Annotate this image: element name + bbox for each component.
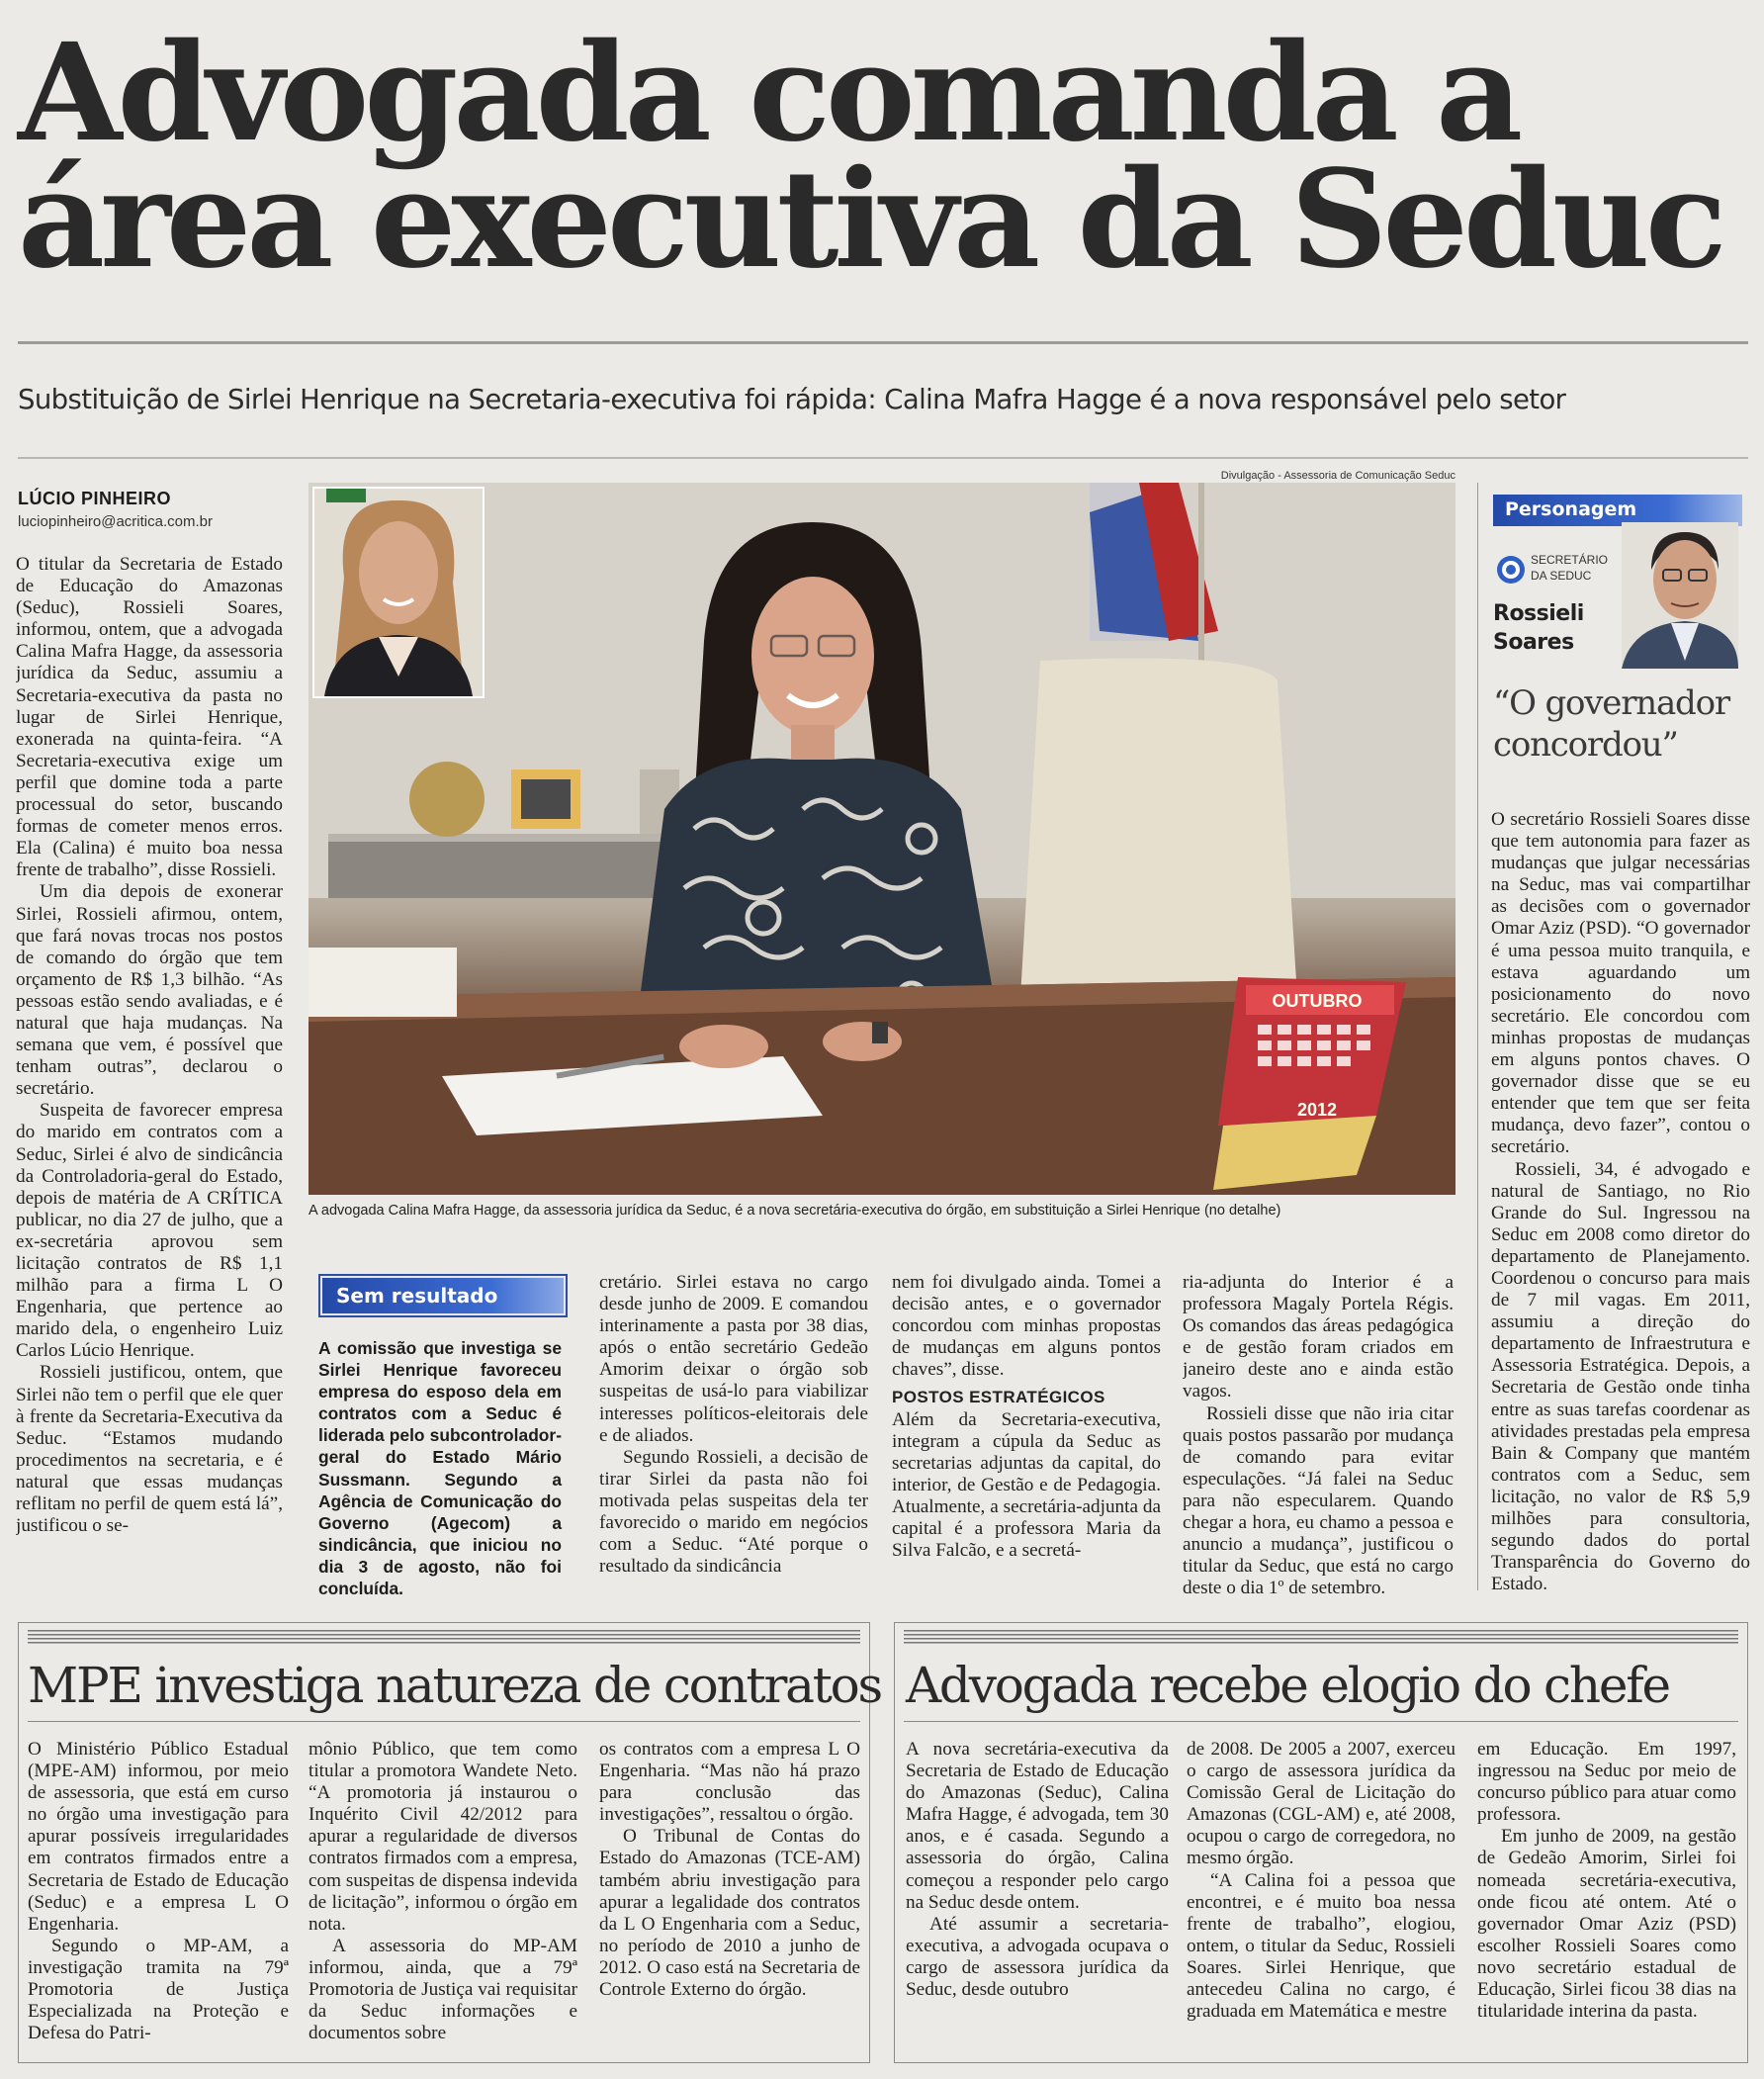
mpe-column-3 <box>599 1739 860 2057</box>
sidebar-quote: “O governador concordou” <box>1493 683 1729 765</box>
article-column-4 <box>892 1272 1161 1598</box>
sidebar-paragraph: Rossieli, 34, é advogado e natural de Santiago, no Rio Grande do Sul. Ingressou na Seduc em 2008 como diretor do departamento de Planejamento. Coordenou o concurso para mais de 7 mil vagas. Em 2011, assumiu a direção do departamento de Infraestrutura e Assessoria Estratégica. Depois, a Secretaria de Gestão onde tinha entre as suas tarefas coordenar as atividades prestadas pela empresa Bain & Company que mantém contratos com a Seduc, sem licitação, no valor de R$ 5,9 milhões para consultoria, segundo dados do portal Transparência do Governo do Estado. <box>1491 1158 1750 1595</box>
article-paragraph: Um dia depois de exonerar Sirlei, Rossieli afirmou, ontem, que fará novas trocas nos postos de comando do órgão que tem orçamento de R$ 1,3 bilhão. “As pessoas estão sendo avaliadas, e é natural que haja mudanças. Na semana que vem, é possível que tenham outras”, declarou o secretário. <box>16 881 283 1100</box>
mpe-column-1 <box>28 1739 289 2057</box>
article-paragraph: em Educação. Em 1997, ingressou na Seduc por meio de concurso público para atuar como professora. <box>1477 1739 1736 1826</box>
article-column-1 <box>16 554 283 1606</box>
article-column-3 <box>599 1272 868 1598</box>
target-icon <box>1495 554 1527 586</box>
secretario-label <box>1531 552 1608 584</box>
elogio-column-1 <box>906 1739 1169 2057</box>
article-paragraph: Rossieli justificou, ontem, que Sirlei não tem o perfil que ele quer à frente da Secretaria-Executiva da Seduc. “Estamos mudando procedimentos na secretaria, e é natural que essas mudanças reflitam no perfil de quem está lá”, justificou o se- <box>16 1362 283 1537</box>
calendar-year: 2012 <box>1296 1100 1338 1120</box>
postos-estrategicos-heading: POSTOS ESTRATÉGICOS <box>892 1388 1105 1407</box>
byline-email[interactable]: luciopinheiro@acritica.com.br <box>18 513 213 530</box>
rossieli-portrait-illustration <box>1622 522 1738 669</box>
personagem-tag: Personagem <box>1493 495 1742 526</box>
article-paragraph: Em junho de 2009, na gestão de Gedeão Amorim, Sirlei foi nomeada secretária-executiva, onde ficou até ontem. Até o governador Omar Aziz (PSD) escolher Rossieli Soares como novo secretário estadual de Educação, Sirlei ficou 38 dias na titularidade interina da pasta. <box>1477 1826 1736 2023</box>
photo-caption: A advogada Calina Mafra Hagge, da assessoria jurídica da Seduc, é a nova secretária-executiva do órgão, em substituição a Sirlei Henrique (no detalhe) <box>309 1203 1281 1219</box>
article-paragraph: Rossieli disse que não iria citar quais postos passarão por mudança de comando para evitar especulações. “Já falei na Seduc para não especularem. Quando chegar a hora, eu chamo a pessoa e anuncio a mudança”, justificou o titular da Seduc, que está no cargo deste o dia 1º de setembro. <box>1183 1402 1454 1598</box>
article-paragraph: O titular da Secretaria de Estado de Educação do Amazonas (Seduc), Rossieli Soares, informou, ontem, que a advogada Calina Mafra Hagge, da assessoria jurídica da Seduc, assumiu a Secretaria-executiva da pasta no lugar de Sirlei Henrique, exonerada na quinta-feira. “A Secretaria-executiva exige um perfil que domine toda a parte processual do setor, buscando formas de cometer menos erros. Ela (Calina) é muito boa nessa frente de trabalho”, disse Rossieli. <box>16 554 283 881</box>
subheadline: Substituição de Sirlei Henrique na Secretaria-executiva foi rápida: Calina Mafra Hagge é a nova responsável pelo setor <box>18 384 1566 415</box>
mpe-article-title: MPE investiga natureza de contratos <box>28 1657 882 1714</box>
article-paragraph: os contratos com a empresa L O Engenharia. “Mas não há prazo para conclusão das investigações”, ressaltou o órgão. <box>599 1739 860 1826</box>
article-paragraph: “A Calina foi a pessoa que encontrei, e é muito boa nessa frente de trabalho”, elogiou, ontem, o titular da Seduc, Rossieli Soares. Sirlei Henrique, que antecedeu Calina no cargo, é graduada em Matemática e mestre <box>1187 1869 1455 2023</box>
elogio-column-2 <box>1187 1739 1455 2057</box>
article-paragraph: ria-adjunta do Interior é a professora Magaly Portela Régis. Os comandos das áreas pedagógica e de gestão foram criados em janeiro deste ano e ainda estão vagos. <box>1183 1272 1454 1402</box>
secretario-label-line-1: SECRETÁRIO <box>1531 553 1609 567</box>
article-paragraph: Suspeita de favorecer empresa do marido em contratos com a Seduc, Sirlei é alvo de sindicância da Controladoria-geral do Estado, depois de matéria de A CRÍTICA publicar, no dia 27 de julho, que a ex-secretária aprovou sem licitação contratos de R$ 1,1 milhão para a firma L O Engenharia, que pertence ao marido dela, o engenheiro Luiz Carlos Lúcio Henrique. <box>16 1100 283 1362</box>
calendar-month: OUTUBRO <box>1272 991 1363 1011</box>
elogio-column-3 <box>1477 1739 1736 2057</box>
article-paragraph: Segundo o MP-AM, a investigação tramita na 79ª Promotoria de Justiça Especializada na Proteção e Defesa do Patri- <box>28 1935 289 2044</box>
inset-photo-sirlei <box>312 487 485 698</box>
sem-resultado-tag: Sem resultado <box>322 1278 564 1313</box>
byline-author: LÚCIO PINHEIRO <box>18 489 172 508</box>
elogio-article-rule <box>904 1721 1738 1722</box>
sem-resultado-text: A comissão que investiga se Sirlei Henrique favoreceu empresa do esposo dela em contratos com a Seduc é liderada pelo subcontrolador-geral do Estado Mário Sussmann. Segundo a Agência de Comunicação do Governo (Agecom) a sindicância, que iniciou no dia 3 de agosto, não foi concluída. <box>318 1338 562 1599</box>
article-paragraph: O Ministério Público Estadual (MPE-AM) informou, por meio de assessoria, que está em curso no órgão uma investigação para apurar possíveis irregularidades em contratos firmados entre a Secretaria de Estado de Educação (Seduc) e a empresa L O Engenharia. <box>28 1739 289 1935</box>
article-paragraph: Até assumir a secretaria-executiva, a advogada ocupava o cargo de assessora jurídica da Seduc, desde outubro <box>906 1913 1169 2001</box>
headline <box>18 14 1748 299</box>
article-paragraph: de 2008. De 2005 a 2007, exerceu o cargo de assessora jurídica da Comissão Geral de Licitação do Amazonas (CGL-AM) e, até 2008, ocupou o cargo de corregedora, no mesmo órgão. <box>1187 1739 1455 1869</box>
headline-rule <box>18 341 1748 344</box>
rossieli-portrait <box>1622 522 1738 669</box>
inset-portrait-illustration <box>314 489 483 696</box>
elogio-article-title: Advogada recebe elogio do chefe <box>906 1657 1669 1714</box>
sidebar-paragraph: O secretário Rossieli Soares disse que tem autonomia para fazer as mudanças que julgar necessárias na Seduc, mas vai compartilhar as decisões com o governador Omar Aziz (PSD). “O governador é uma pessoa muito tranquila, e estava aguardando um posicionamento do novo secretário. Ele concordou com minhas propostas de mudanças em alguns pontos chaves. O governador disse que se eu entender que tem que ser feita mudança, devo fazer”, contou o secretário. <box>1491 809 1750 1158</box>
mpe-article-hatch <box>28 1630 860 1646</box>
article-paragraph: cretário. Sirlei estava no cargo desde junho de 2009. E comandou interinamente a pasta por 38 dias, após o então secretário Gedeão Amorim deixar o órgão sob suspeitas de usá-lo para viabilizar interesses políticos-eleitorais dele e de aliados. <box>599 1272 868 1446</box>
article-paragraph: nem foi divulgado ainda. Tomei a decisão antes, e o governador concordou com minhas propostas de mudanças em alguns pontos chaves”, disse. <box>892 1272 1161 1381</box>
personagem-first-name: Rossieli <box>1493 601 1584 626</box>
article-paragraph: mônio Público, que tem como titular a promotora Wandete Neto. “A promotoria já instaurou o Inquérito Civil 42/2012 para apurar a regularidade de diversos contratos firmados com a empresa, com suspeitas de dispensa indevida de licitação”, informou o órgão em nota. <box>309 1739 577 1935</box>
headline-line-1: Advogada comanda a <box>18 14 1519 172</box>
headline-line-2: área executiva da Seduc <box>18 140 1722 299</box>
article-paragraph: O Tribunal de Contas do Estado do Amazonas (TCE-AM) também abriu investigação para apurar a legalidade dos contratos da L O Engenharia com a Seduc, no período de 2010 a junho de 2012. O caso está na Secretaria de Controle Externo do órgão. <box>599 1826 860 2001</box>
secretario-label-line-2: DA SEDUC <box>1531 569 1592 583</box>
sidebar-divider <box>1477 483 1478 1590</box>
article-paragraph: A assessoria do MP-AM informou, ainda, que a 79ª Promotoria de Justiça vai requisitar da Seduc informações e documentos sobre <box>309 1935 577 2044</box>
personagem-name <box>1493 599 1584 657</box>
mpe-article-rule <box>28 1721 860 1722</box>
personagem-last-name: Soares <box>1493 630 1574 655</box>
article-paragraph: Além da Secretaria-executiva, integram a cúpula da Seduc as secretarias adjuntas da capital, do interior, de Gestão e de Pedagogia. Atualmente, a secretária-adjunta da capital é a professora Maria da Silva Falcão, e a secretá- <box>892 1408 1161 1562</box>
photo-credit: Divulgação - Assessoria de Comunicação Seduc <box>1220 470 1455 482</box>
elogio-article-hatch <box>904 1630 1738 1646</box>
subheadline-rule <box>18 457 1748 459</box>
mpe-column-2 <box>309 1739 577 2057</box>
article-paragraph: A nova secretária-executiva da Secretaria de Estado de Educação do Amazonas (Seduc), Calina Mafra Hagge, é advogada, tem 30 anos, e é casada. Segundo a assessoria do órgão, Calina começou a responder pelo cargo na Seduc desde ontem. <box>906 1739 1169 1913</box>
article-column-5 <box>1183 1272 1454 1598</box>
sidebar-column <box>1491 809 1750 1610</box>
article-paragraph: Segundo Rossieli, a decisão de tirar Sirlei da pasta não foi motivada pelas suspeitas dela ter favorecido o marido em negócios com a Seduc. “Até porque o resultado da sindicância <box>599 1446 868 1578</box>
